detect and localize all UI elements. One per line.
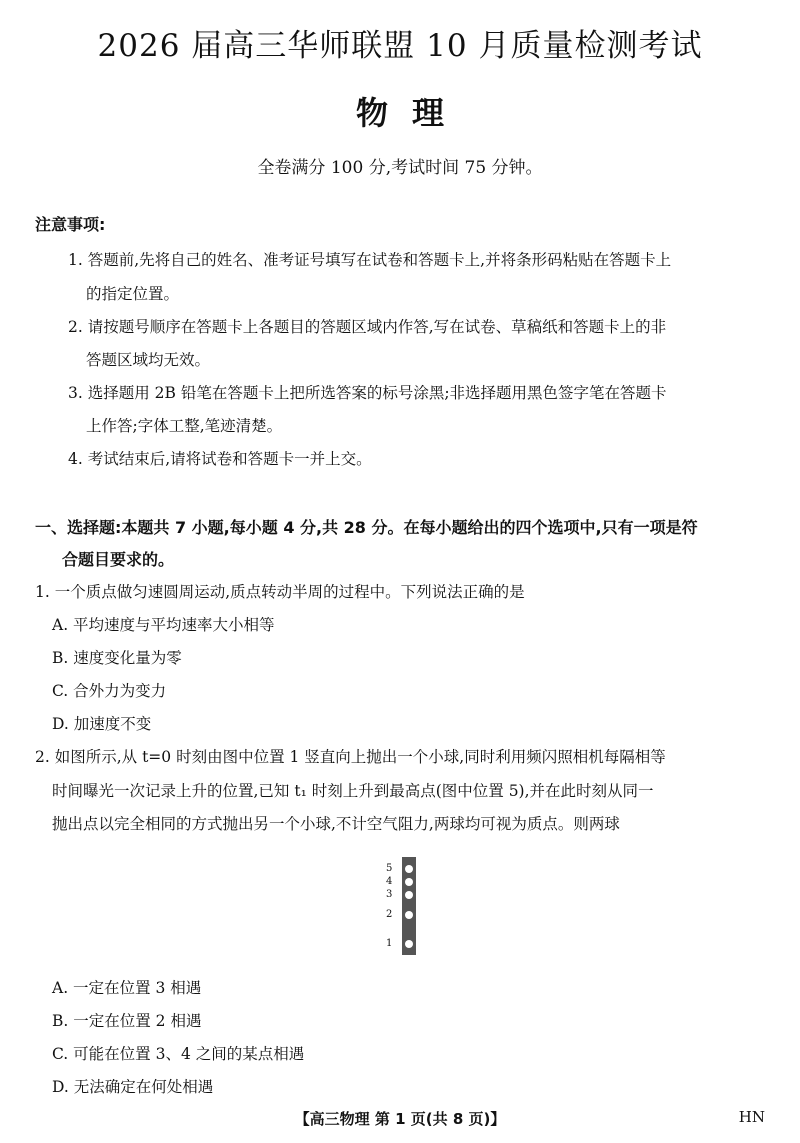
notice-item-4: 4. 考试结束后,请将试卷和答题卡一并上交。 — [68, 450, 372, 468]
ball-position-3 — [405, 891, 413, 899]
section-heading: 一、选择题:本题共 7 小题,每小题 4 分,共 28 分。在每小题给出的四个选项中,只有一项是符 — [35, 518, 698, 537]
notice-item-2: 2. 请按题号顺序在答题卡上各题目的答题区域内作答,写在试卷、草稿纸和答题卡上的非 — [68, 318, 667, 336]
ball-position-2 — [405, 911, 413, 919]
notice-heading: 注意事项: — [35, 215, 106, 234]
q2-option-a: A. 一定在位置 3 相遇 — [52, 979, 202, 997]
question-2-stem-cont2: 抛出点以完全相同的方式抛出另一个小球,不计空气阻力,两球均可视为质点。则两球 — [52, 815, 620, 833]
label-position-3: 3 — [386, 889, 393, 900]
q1-option-c: C. 合外力为变力 — [52, 682, 167, 700]
subject-title: 物理 — [355, 94, 468, 132]
q1-option-b: B. 速度变化量为零 — [52, 649, 182, 667]
page-footer: 【高三物理 第 1 页(共 8 页)】 — [294, 1110, 506, 1128]
strobe-figure — [380, 855, 440, 960]
section-heading-cont: 合题目要求的。 — [62, 550, 175, 569]
q2-option-c: C. 可能在位置 3、4 之间的某点相遇 — [52, 1045, 305, 1063]
notice-item-3-cont: 上作答;字体工整,笔迹清楚。 — [86, 417, 283, 435]
label-position-4: 4 — [386, 876, 393, 887]
footer-code: HN — [738, 1108, 765, 1126]
notice-item-2-cont: 答题区域均无效。 — [86, 351, 211, 369]
label-position-5: 5 — [386, 863, 393, 874]
question-2-stem-cont: 时间曝光一次记录上升的位置,已知 t₁ 时刻上升到最高点(图中位置 5),并在此时刻从同一 — [52, 782, 654, 800]
notice-item-3: 3. 选择题用 2B 铅笔在答题卡上把所选答案的标号涂黑;非选择题用黑色签字笔在答题卡 — [68, 384, 667, 402]
ball-position-4 — [405, 878, 413, 886]
exam-title: 2026 届高三华师联盟 10 月质量检测考试 — [97, 28, 703, 64]
q1-option-d: D. 加速度不变 — [52, 715, 152, 733]
notice-item-1: 1. 答题前,先将自己的姓名、准考证号填写在试卷和答题卡上,并将条形码粘贴在答题卡上 — [68, 251, 672, 269]
q1-option-a: A. 平均速度与平均速率大小相等 — [52, 616, 275, 634]
question-1-stem: 1. 一个质点做匀速圆周运动,质点转动半周的过程中。下列说法正确的是 — [35, 583, 525, 601]
exam-info: 全卷满分 100 分,考试时间 75 分钟。 — [257, 158, 543, 178]
question-2-stem: 2. 如图所示,从 t=0 时刻由图中位置 1 竖直向上抛出一个小球,同时利用频闪照相机每隔相等 — [35, 748, 666, 766]
label-position-2: 2 — [386, 909, 393, 920]
ball-position-5 — [405, 865, 413, 873]
label-position-1: 1 — [386, 938, 393, 949]
notice-item-1-cont: 的指定位置。 — [86, 285, 180, 303]
q2-option-b: B. 一定在位置 2 相遇 — [52, 1012, 202, 1030]
q2-option-d: D. 无法确定在何处相遇 — [52, 1078, 214, 1096]
ball-position-1 — [405, 940, 413, 948]
